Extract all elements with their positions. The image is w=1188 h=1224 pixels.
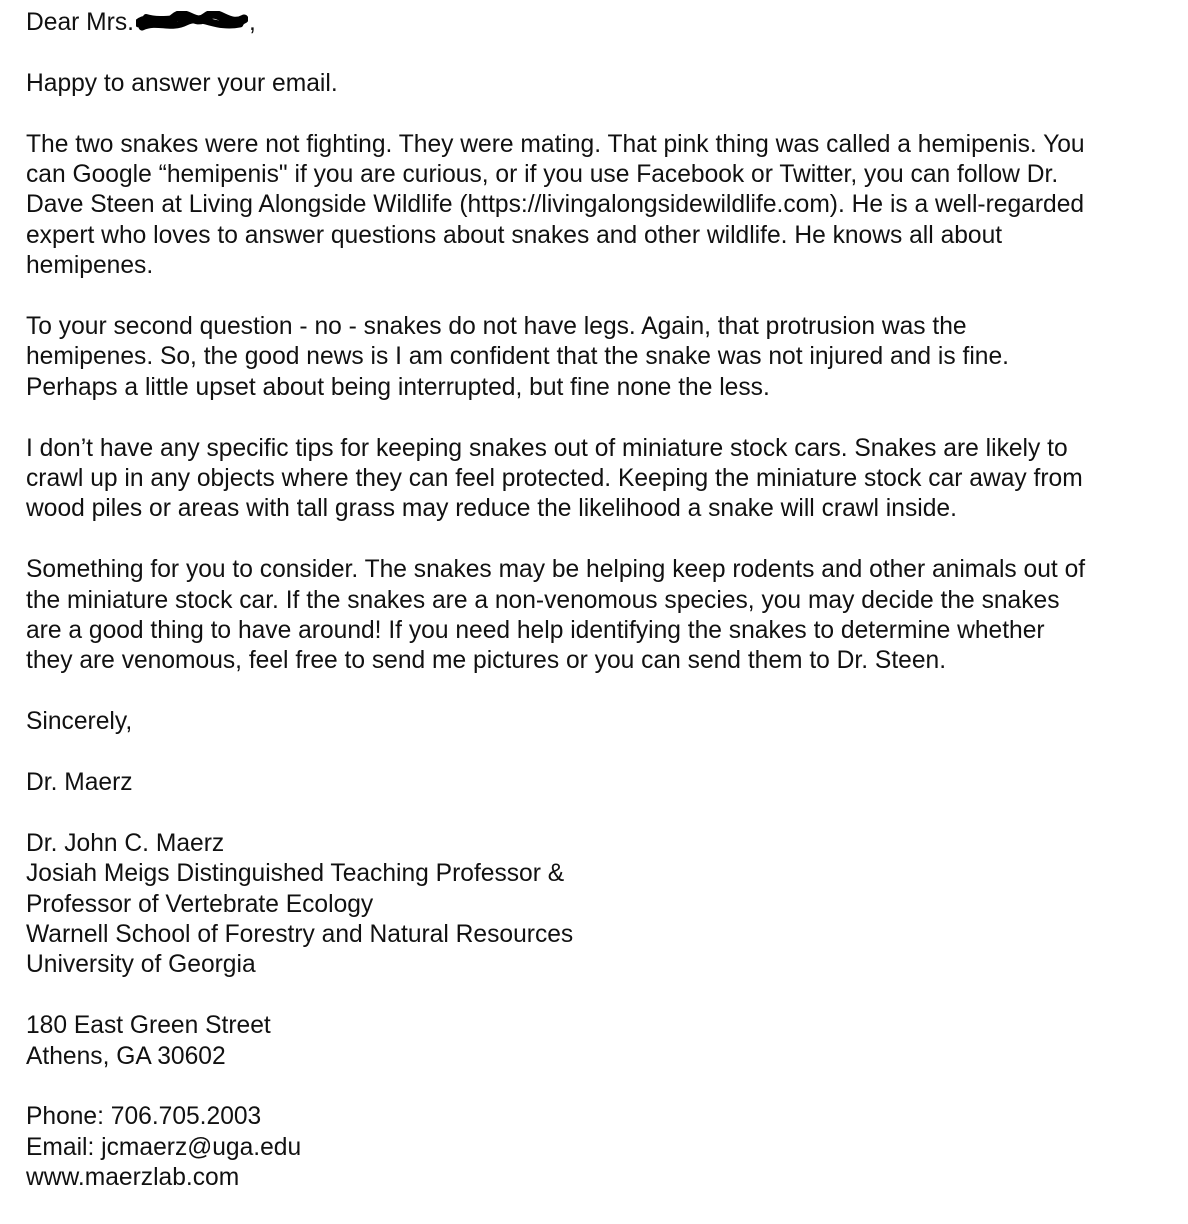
contact-website: www.maerzlab.com — [26, 1164, 240, 1192]
text-line: crawl up in any objects where they can feel protected. Keeping the miniature stock car away from — [26, 465, 1083, 493]
text-line: To your second question - no - snakes do not have legs. Again, that protrusion was the — [26, 313, 967, 341]
text-line: hemipenes. So, the good news is I am confident that the snake was not injured and is fine. — [26, 343, 1009, 371]
text-line: Dave Steen at Living Alongside Wildlife (https://livingalongsidewildlife.com). He is a well-regarded — [26, 191, 1085, 219]
text-line: wood piles or areas with tall grass may reduce the likelihood a snake will crawl inside. — [26, 495, 957, 523]
signature-title-2: Professor of Vertebrate Ecology — [26, 890, 374, 918]
signature-school: Warnell School of Forestry and Natural Resources — [26, 921, 574, 949]
text-line: Happy to answer your email. — [26, 69, 338, 97]
text-line: I don’t have any specific tips for keeping snakes out of miniature stock cars. Snakes are likely to — [26, 434, 1068, 462]
salutation-prefix: Dear Mrs. — [26, 9, 134, 36]
address-street: 180 East Green Street — [26, 1012, 271, 1040]
closing — [26, 707, 1166, 737]
salutation-line — [26, 8, 1166, 38]
closing-text: Sincerely, — [26, 708, 133, 736]
salutation-suffix: , — [248, 9, 256, 36]
text-line: Something for you to consider. The snakes may be helping keep rodents and other animals out of — [26, 556, 1086, 584]
address-block — [26, 1011, 1166, 1072]
text-line: Perhaps a little upset about being interrupted, but fine none the less. — [26, 373, 770, 401]
text-line: are a good thing to have around! If you need help identifying the snakes to determine whether — [26, 617, 1045, 645]
text-line: they are venomous, feel free to send me pictures or you can send them to Dr. Steen. — [26, 647, 947, 675]
signature-name: Dr. John C. Maerz — [26, 829, 225, 857]
contact-email: Email: jcmaerz@uga.edu — [26, 1133, 302, 1161]
text-line: the miniature stock car. If the snakes are a non-venomous species, you may decide the snakes — [26, 586, 1060, 614]
redacted-name-scribble — [136, 11, 248, 33]
contact-block — [26, 1102, 1166, 1193]
salutation — [26, 8, 1166, 38]
signature-university: University of Georgia — [26, 951, 256, 979]
paragraph-consider — [26, 555, 1166, 677]
signature-block — [26, 829, 1166, 981]
paragraph-tips — [26, 434, 1166, 525]
text-line: can Google “hemipenis" if you are curious, or if you use Facebook or Twitter, you can follow Dr. — [26, 161, 1059, 188]
address-city: Athens, GA 30602 — [26, 1042, 226, 1070]
email-letter — [26, 8, 1166, 1224]
text-line: hemipenes. — [26, 252, 154, 280]
contact-phone: Phone: 706.705.2003 — [26, 1103, 262, 1131]
text-line: expert who loves to answer questions about snakes and other wildlife. He knows all about — [26, 221, 1003, 249]
paragraph-mating — [26, 130, 1166, 282]
text-line: The two snakes were not fighting. They were mating. That pink thing was called a hemipenis. You — [26, 130, 1085, 158]
paragraph-legs — [26, 312, 1166, 403]
signature-title-1: Josiah Meigs Distinguished Teaching Professor & — [26, 860, 565, 888]
paragraph-greeting — [26, 69, 1166, 99]
signoff-name: Dr. Maerz — [26, 769, 133, 797]
signoff — [26, 768, 1166, 798]
